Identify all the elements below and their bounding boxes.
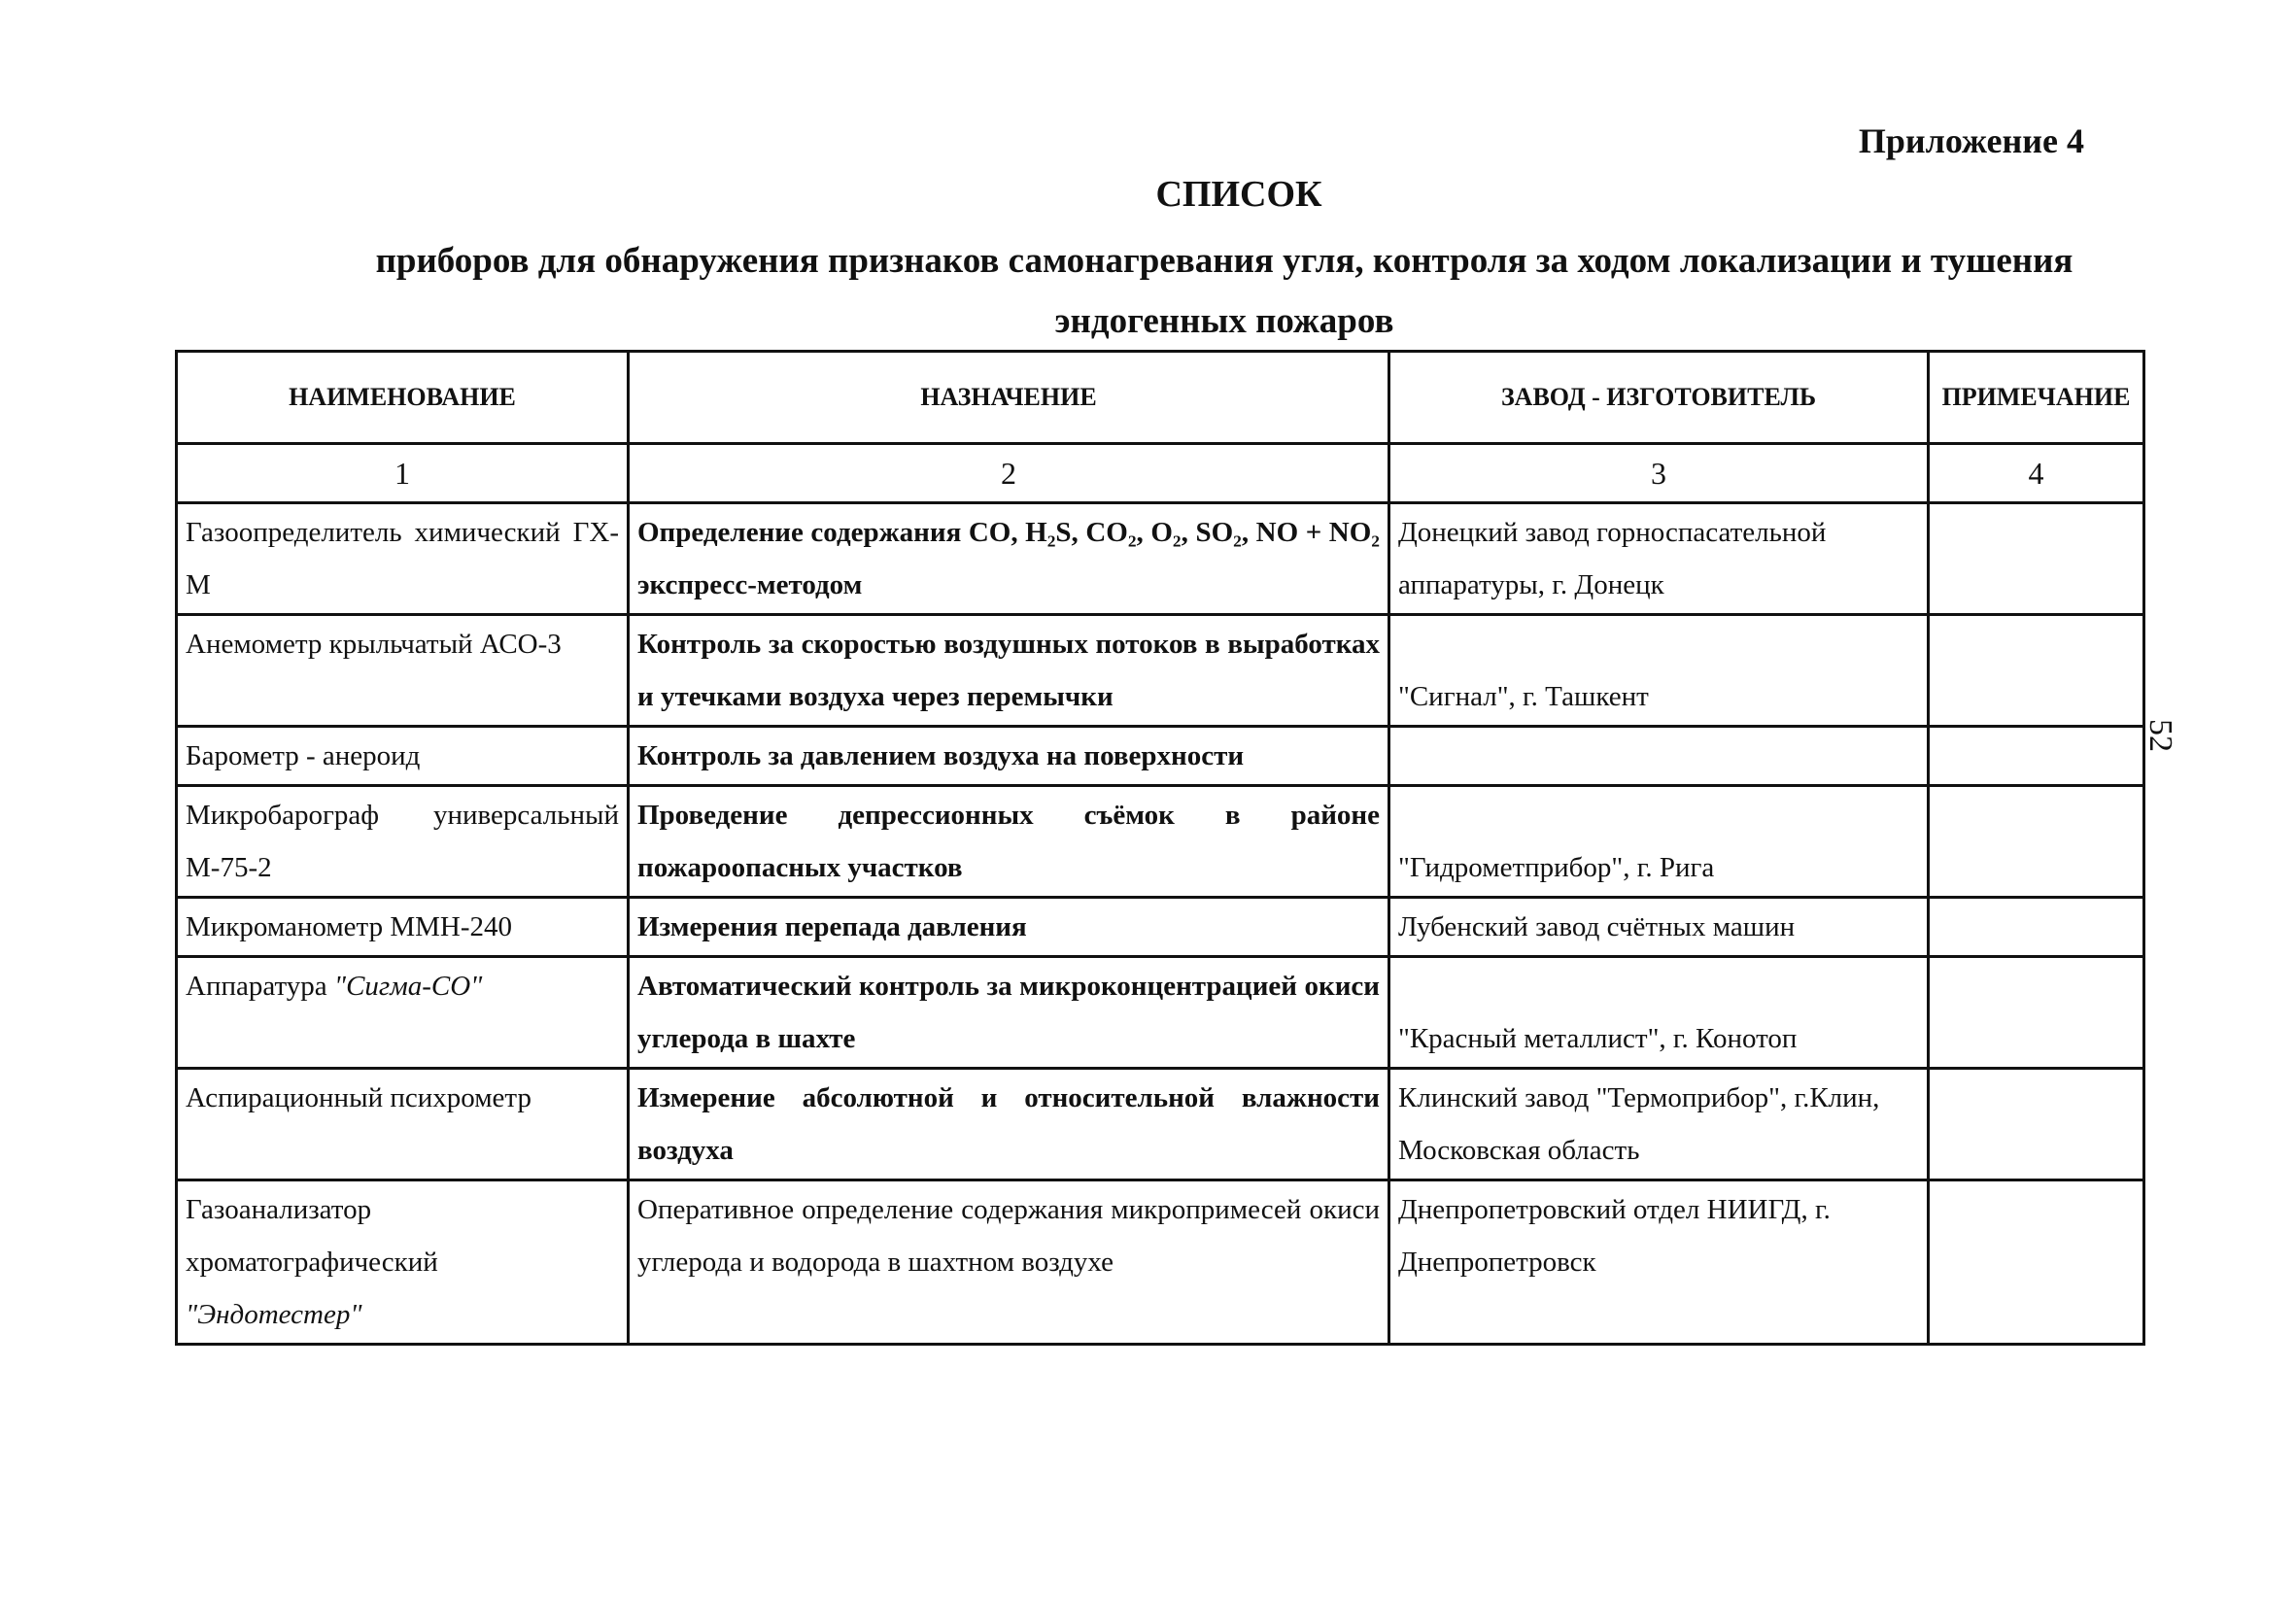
instrument-name — [177, 957, 629, 1069]
instrument-purpose: Контроль за давлением воздуха на поверхности — [629, 727, 1389, 786]
instrument-name: Аспирационный психрометр — [177, 1069, 629, 1180]
instrument-manufacturer: "Красный металлист", г. Конотоп — [1389, 957, 1929, 1069]
instrument-manufacturer: Клинский завод "Термоприбор", г.Клин, Московская область — [1389, 1069, 1929, 1180]
document-title: СПИСОК — [1155, 174, 1322, 215]
column-number-row — [177, 444, 2144, 503]
appendix-label: Приложение 4 — [1858, 121, 2084, 160]
column-number: 2 — [629, 444, 1389, 503]
header-name: НАИМЕНОВАНИЕ — [177, 352, 629, 444]
instrument-manufacturer: "Гидрометприбор", г. Рига — [1389, 786, 1929, 898]
table-row — [177, 503, 2144, 615]
column-number: 3 — [1389, 444, 1929, 503]
instrument-manufacturer: Донецкий завод горноспасательной аппаратуры, г. Донецк — [1389, 503, 1929, 615]
instrument-purpose: Оперативное определение содержания микропримесей окиси углерода и водорода в шахтном воздухе — [629, 1180, 1389, 1345]
table-row — [177, 615, 2144, 727]
instrument-manufacturer: Днепропетровский отдел НИИГД, г. Днепропетровск — [1389, 1180, 1929, 1345]
instrument-note — [1929, 898, 2144, 957]
instrument-name: Анемометр крыльчатый АСО-3 — [177, 615, 629, 727]
instrument-name: Микроманометр ММН-240 — [177, 898, 629, 957]
table-header-row — [177, 352, 2144, 444]
instrument-note — [1929, 615, 2144, 727]
table-row — [177, 957, 2144, 1069]
instrument-purpose: Определение содержания CO, H₂S, CO₂, O₂, SO₂, NO + NO₂ экспресс-методом — [629, 503, 1389, 615]
table-row — [177, 786, 2144, 898]
instrument-name-prefix: Газоанализатор хроматографический — [186, 1194, 438, 1278]
table-row — [177, 727, 2144, 786]
instrument-name-prefix: Аппаратура — [186, 971, 334, 1002]
document-subtitle: приборов для обнаружения признаков самонагревания угля, контроля за ходом локализации и тушения эндогенных пожаров — [375, 241, 2073, 341]
table-row — [177, 898, 2144, 957]
instrument-name: Микробарограф универсальный М-75-2 — [177, 786, 629, 898]
instrument-purpose: Контроль за скоростью воздушных потоков в выработках и утечками воздуха через перемычки — [629, 615, 1389, 727]
table-row — [177, 1180, 2144, 1345]
instrument-name: Барометр - анероид — [177, 727, 629, 786]
instrument-name: Газоопределитель химический ГХ-М — [177, 503, 629, 615]
instrument-note — [1929, 957, 2144, 1069]
instrument-manufacturer — [1389, 727, 1929, 786]
instrument-purpose: Проведение депрессионных съёмок в районе пожароопасных участков — [629, 786, 1389, 898]
header-purpose: НАЗНАЧЕНИЕ — [629, 352, 1389, 444]
instrument-note — [1929, 727, 2144, 786]
header-manufacturer: ЗАВОД - ИЗГОТОВИТЕЛЬ — [1389, 352, 1929, 444]
instrument-name-italic: "Сигма-СО" — [333, 971, 483, 1002]
instrument-name — [177, 1180, 629, 1345]
instrument-note — [1929, 503, 2144, 615]
page-number: 52 — [2142, 719, 2178, 752]
column-number: 4 — [1929, 444, 2144, 503]
instrument-manufacturer: Лубенский завод счётных машин — [1389, 898, 1929, 957]
header-note: ПРИМЕЧАНИЕ — [1929, 352, 2144, 444]
instrument-note — [1929, 1180, 2144, 1345]
instrument-purpose: Измерения перепада давления — [629, 898, 1389, 957]
instrument-purpose: Измерение абсолютной и относительной влажности воздуха — [629, 1069, 1389, 1180]
instrument-note — [1929, 1069, 2144, 1180]
instrument-note — [1929, 786, 2144, 898]
instruments-table — [175, 350, 2145, 1346]
instrument-purpose: Автоматический контроль за микроконцентрацией окиси углерода в шахте — [629, 957, 1389, 1069]
column-number: 1 — [177, 444, 629, 503]
table-row — [177, 1069, 2144, 1180]
instrument-name-italic: "Эндотестер" — [186, 1299, 362, 1330]
instrument-manufacturer: "Сигнал", г. Ташкент — [1389, 615, 1929, 727]
